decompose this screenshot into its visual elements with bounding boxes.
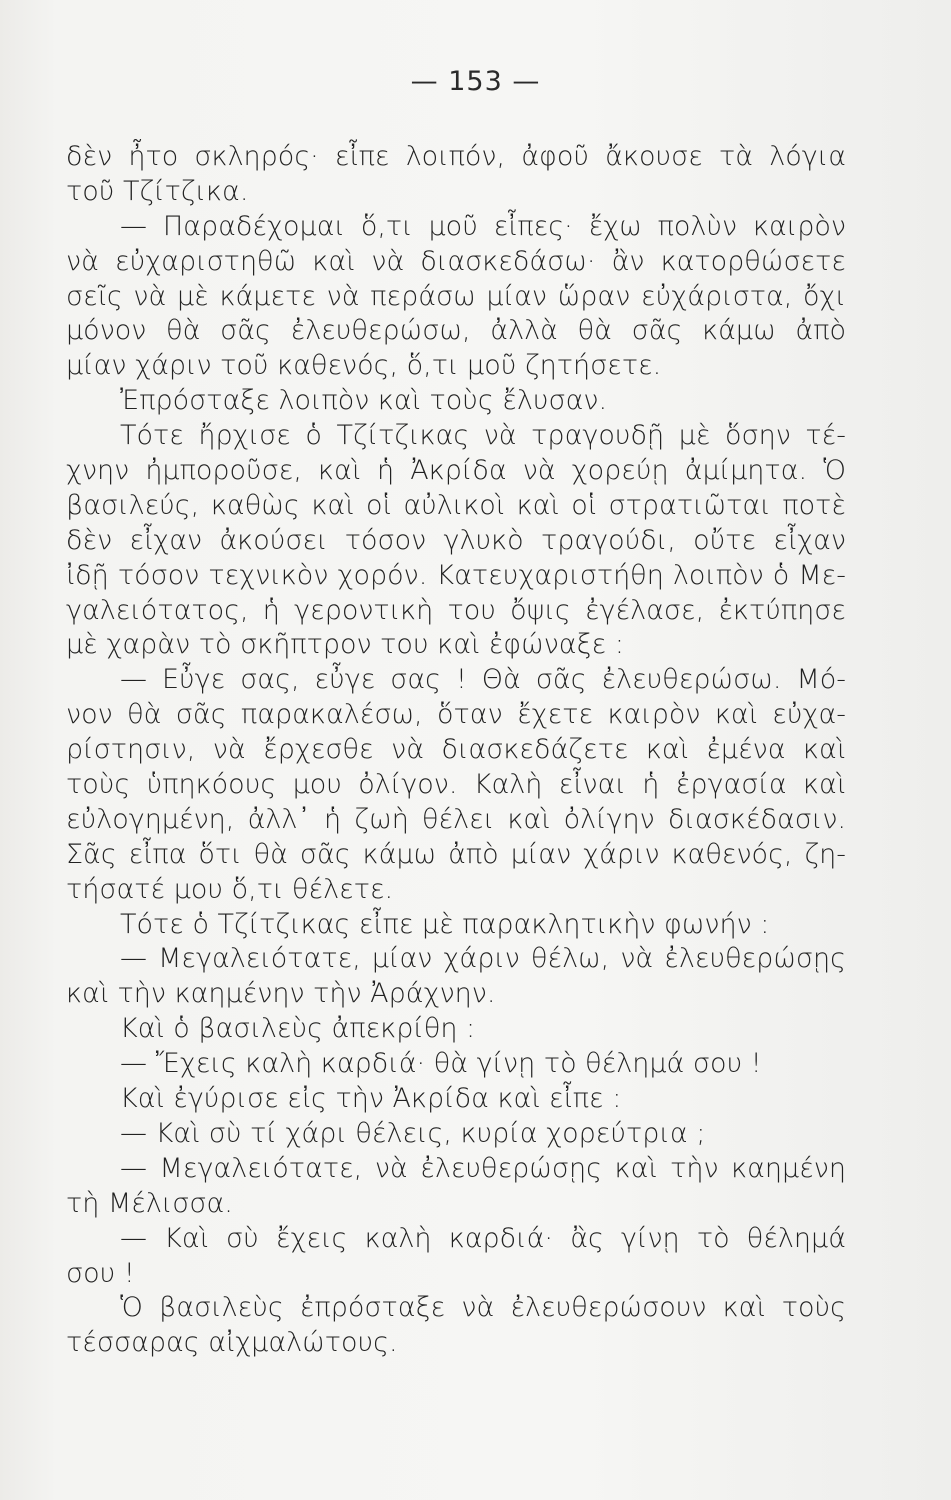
text-line: — Καὶ σὺ ἔχεις καλὴ καρδιά· ἂς γίνῃ τὸ θέλημά (120, 1222, 846, 1254)
text-line: Σᾶς εἶπα ὅτι θὰ σᾶς κάμω ἀπὸ μίαν χάριν καθενός, ζη- (66, 838, 846, 870)
text-line: μόνον θὰ σᾶς ἐλευθερώσω, ἀλλὰ θὰ σᾶς κάμω ἀπὸ (66, 315, 846, 347)
body-text (66, 140, 846, 1361)
text-line: τήσατέ μου ὅ,τι θέλετε. (66, 873, 394, 905)
text-line: Καὶ ὁ βασιλεὺς ἀπεκρίθη : (120, 1013, 476, 1045)
page-number: — 153 — (410, 66, 541, 97)
text-line: Ἐπρόσταξε λοιπὸν καὶ τοὺς ἔλυσαν. (120, 385, 608, 417)
text-line: ἰδῇ τόσον τεχνικὸν χορόν. Κατευχαριστήθη λοιπὸν ὁ Με- (66, 559, 846, 591)
text-line: Καὶ ἐγύρισε εἰς τὴν Ἀκρίδα καὶ εἶπε : (120, 1083, 622, 1115)
text-line: Τότε ἤρχισε ὁ Τζίτζικας νὰ τραγουδῇ μὲ ὅσην τέ- (120, 420, 846, 452)
text-line: εὐλογημένη, ἀλλ᾽ ἡ ζωὴ θέλει καὶ ὀλίγην διασκέδασιν. (66, 803, 846, 835)
text-line: τοὺς ὑπηκόους μου ὀλίγον. Καλὴ εἶναι ἡ ἐργασία καὶ (66, 769, 846, 801)
text-line: Ὁ βασιλεὺς ἐπρόσταξε νὰ ἐλευθερώσουν καὶ τοὺς (120, 1292, 846, 1324)
text-line: γαλειότατος, ἡ γεροντικὴ του ὄψις ἐγέλασε, ἐκτύπησε (66, 594, 846, 626)
text-line: — Μεγαλειότατε, νὰ ἐλευθερώσῃς καὶ τὴν καημένη (120, 1152, 846, 1184)
text-line: δὲν ἦτο σκληρός· εἶπε λοιπόν, ἀφοῦ ἄκουσε τὰ λόγια (66, 141, 846, 172)
text-line: — Μεγαλειότατε, μίαν χάριν θέλω, νὰ ἐλευθερώσῃς (120, 943, 846, 975)
text-line: — Παραδέχομαι ὅ,τι μοῦ εἶπες· ἔχω πολὺν καιρὸν (120, 210, 846, 242)
text-line: — Εὖγε σας, εὖγε σας ! Θὰ σᾶς ἐλευθερώσω. Μό- (120, 664, 846, 696)
text-line: νὰ εὐχαριστηθῶ καὶ νὰ διασκεδάσω· ἂν κατορθώσετε (66, 245, 846, 277)
text-line: δὲν εἶχαν ἀκούσει τόσον γλυκὸ τραγούδι, οὔτε εἶχαν (66, 524, 846, 556)
text-line: ρίστησιν, νὰ ἔρχεσθε νὰ διασκεδάζετε καὶ ἐμένα καὶ (66, 734, 846, 766)
text-line: μίαν χάριν τοῦ καθενός, ὅ,τι μοῦ ζητήσετε. (66, 350, 662, 382)
text-line: χνην ἠμποροῦσε, καὶ ἡ Ἀκρίδα νὰ χορεύῃ ἀμίμητα. Ὁ (66, 455, 846, 487)
text-line: τοῦ Τζίτζικα. (66, 175, 249, 207)
text-line: μὲ χαρὰν τὸ σκῆπτρον του καὶ ἐφώναξε : (66, 629, 624, 661)
text-line: νον θὰ σᾶς παρακαλέσω, ὅταν ἔχετε καιρὸν καὶ εὐχα- (66, 699, 846, 731)
text-line: βασιλεύς, καθὼς καὶ οἱ αὐλικοὶ καὶ οἱ στρατιῶται ποτὲ (66, 489, 846, 521)
text-line: τέσσαρας αἰχμαλώτους. (66, 1327, 398, 1359)
text-line: Τότε ὁ Τζίτζικας εἶπε μὲ παρακλητικὴν φωνήν : (120, 908, 770, 940)
text-line: σου ! (66, 1257, 135, 1289)
text-line: — Ἔχεις καλὴ καρδιά· θὰ γίνῃ τὸ θέλημά σου ! (120, 1048, 762, 1080)
text-line: τὴ Μέλισσα. (66, 1187, 233, 1219)
text-line: — Καὶ σὺ τί χάρι θέλεις, κυρία χορεύτρια ; (120, 1117, 706, 1149)
text-line: σεῖς νὰ μὲ κάμετε νὰ περάσω μίαν ὥραν εὐχάριστα, ὄχι (66, 280, 846, 312)
text-line: καὶ τὴν καημένην τὴν Ἀράχνην. (66, 978, 496, 1010)
